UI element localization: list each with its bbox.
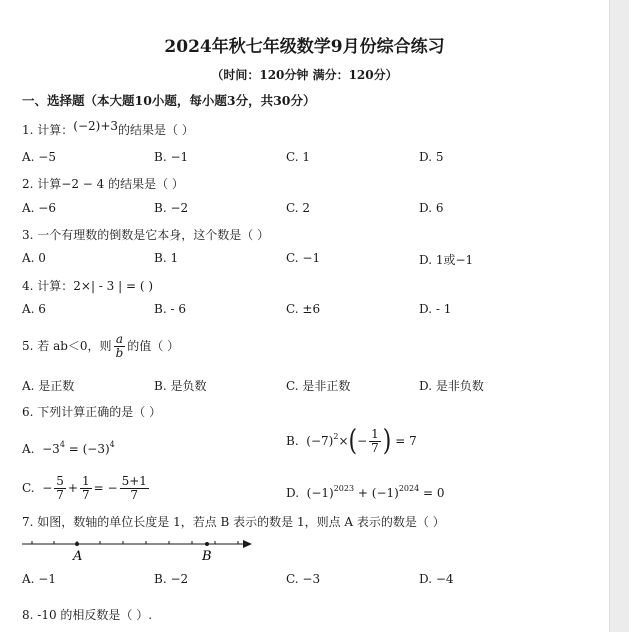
q2-option-c[interactable]: C. 2 xyxy=(286,201,311,215)
q1-option-d[interactable]: D. 5 xyxy=(419,150,444,164)
arrow-head-icon xyxy=(243,540,252,548)
section-heading: 一、选择题（本大题10小题，每小题3分，共30分） xyxy=(22,93,316,108)
q7-option-a[interactable]: A. −1 xyxy=(22,572,56,586)
q2-option-a[interactable]: A. −6 xyxy=(22,201,56,215)
point-b-label: B xyxy=(202,549,212,564)
q3-option-d[interactable]: D. 1或−1 xyxy=(419,253,474,267)
q5-option-b[interactable]: B. 是负数 xyxy=(154,379,207,393)
question-2: 2. 计算−2 − 4 的结果是（ ） xyxy=(22,177,184,191)
question-7: 7. 如图，数轴的单位长度是 1，若点 B 表示的数是 1，则点 A 表示的数是（ ） xyxy=(22,515,445,529)
page-title: 2024年秋七年级数学9月份综合练习 xyxy=(164,37,445,57)
q1-option-c[interactable]: C. 1 xyxy=(286,150,311,164)
q5-option-c[interactable]: C. 是非正数 xyxy=(286,379,351,393)
fraction-a-over-b: $\frac{a}{b}$ xyxy=(115,332,124,360)
question-6: 6. 下列计算正确的是（ ） xyxy=(22,405,162,419)
point-b-dot xyxy=(205,542,209,546)
q3-option-b[interactable]: B. 1 xyxy=(154,251,179,265)
q3-option-a[interactable]: A. 0 xyxy=(22,251,46,265)
q1-option-b[interactable]: B. −1 xyxy=(154,150,189,164)
exam-info: （时间：120分钟 满分：120分） xyxy=(211,68,398,82)
q6-option-b[interactable]: B. $(-7)^2\times(-$ $\frac{1}{7}$ ) = 7 xyxy=(286,424,417,458)
point-a-label: A xyxy=(73,549,83,564)
number-line-figure xyxy=(20,534,260,564)
q4-option-c[interactable]: C. ±6 xyxy=(286,302,321,316)
q4-option-d[interactable]: D. - 1 xyxy=(419,302,452,316)
point-a-dot xyxy=(75,542,79,546)
q7-option-c[interactable]: C. −3 xyxy=(286,572,321,586)
q6-option-a[interactable]: A. $-3^4 = (-3)^4$ xyxy=(22,440,115,456)
q4-option-b[interactable]: B. - 6 xyxy=(154,302,186,316)
q2-option-b[interactable]: B. −2 xyxy=(154,201,189,215)
q1-option-a[interactable]: A. −5 xyxy=(22,150,56,164)
q6-option-c[interactable]: C. − $\frac{5}{7}$ + $\frac{1}{7}$ = − $\frac{5+1}{7}$ xyxy=(22,474,147,502)
q4-option-a[interactable]: A. 6 xyxy=(22,302,46,316)
q5-option-d[interactable]: D. 是非负数 xyxy=(419,379,484,393)
q3-option-c[interactable]: C. −1 xyxy=(286,251,321,265)
question-3: 3. 一个有理数的倒数是它本身，这个数是（ ） xyxy=(22,228,270,242)
question-4: 4. 计算：2×| - 3 | = ( ) xyxy=(22,279,154,293)
q6-option-d[interactable]: D. $(-1)^{2023} + (-1)^{2024} = 0$ xyxy=(286,484,445,500)
q7-option-d[interactable]: D. −4 xyxy=(419,572,454,586)
q2-option-d[interactable]: D. 6 xyxy=(419,201,444,215)
question-1: 1. 计算：(−2)+3的结果是（ ） xyxy=(22,119,194,137)
scrollbar-track[interactable] xyxy=(609,0,629,632)
q5-option-a[interactable]: A. 是正数 xyxy=(22,379,75,393)
q7-option-b[interactable]: B. −2 xyxy=(154,572,189,586)
question-8: 8. -10 的相反数是（ ）. xyxy=(22,608,153,622)
question-5: 5. 若 ab＜0，则 $\frac{a}{b}$ 的值（ ） xyxy=(22,332,180,360)
